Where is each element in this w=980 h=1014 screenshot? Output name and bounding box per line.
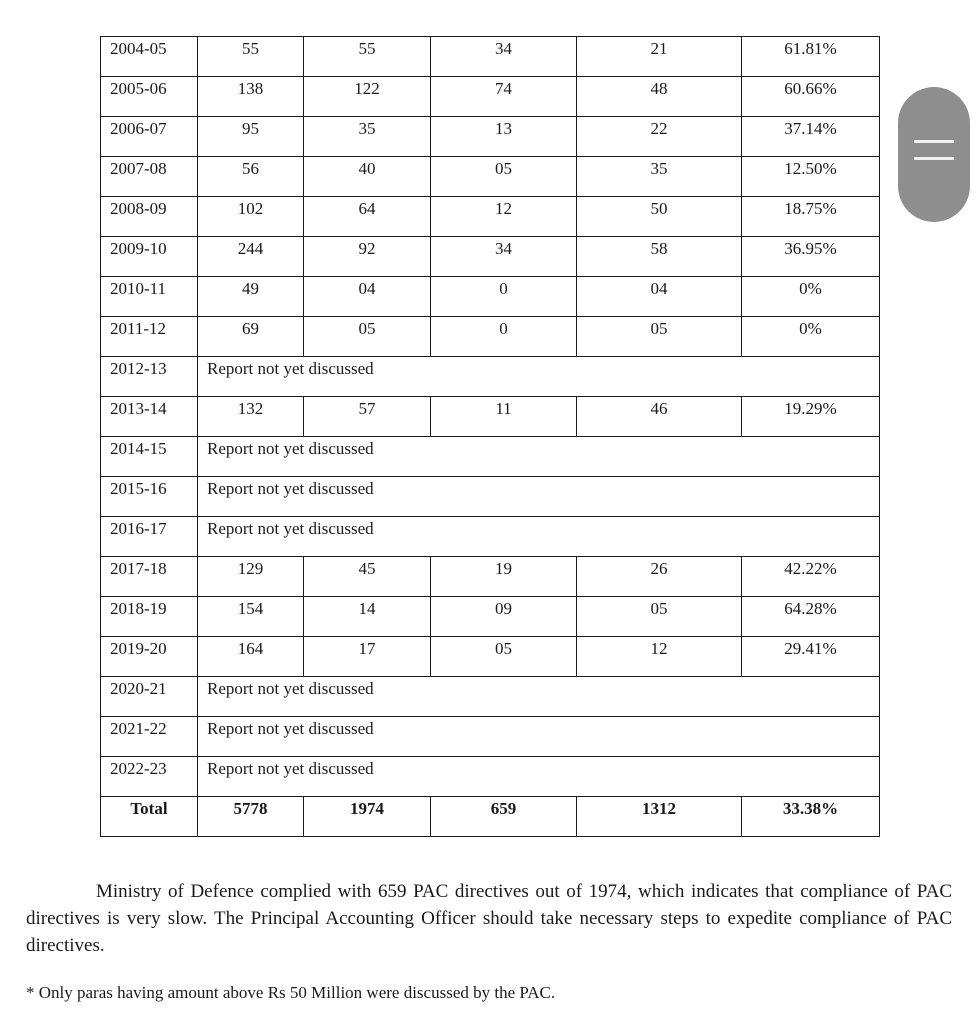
value-cell: 19.29% <box>742 397 880 437</box>
summary-paragraph: Ministry of Defence complied with 659 PAC directives out of 1974, which indicates that compliance of PAC directives is very slow. The Principal Accounting Officer should take necessary steps to expedite compliance of PAC directives. <box>26 881 952 956</box>
scroll-drag-handle[interactable] <box>898 87 970 222</box>
value-cell: 26 <box>577 557 742 597</box>
value-cell: 164 <box>198 637 304 677</box>
table-row <box>101 157 880 197</box>
footnote: * Only paras having amount above Rs 50 Million were discussed by the PAC. <box>26 983 556 1002</box>
year-cell: 2015-16 <box>101 477 198 517</box>
value-cell: 05 <box>577 317 742 357</box>
total-label: Total <box>101 797 198 837</box>
value-cell: 35 <box>577 157 742 197</box>
table-row <box>101 477 880 517</box>
value-cell: 56 <box>198 157 304 197</box>
drag-handle-icon-line <box>914 157 954 160</box>
value-cell: 64 <box>304 197 431 237</box>
value-cell: 60.66% <box>742 77 880 117</box>
value-cell: 04 <box>304 277 431 317</box>
table-row <box>101 117 880 157</box>
value-cell: 34 <box>431 37 577 77</box>
value-cell: 17 <box>304 637 431 677</box>
value-cell: 64.28% <box>742 597 880 637</box>
year-cell: 2014-15 <box>101 437 198 477</box>
value-cell: 122 <box>304 77 431 117</box>
value-cell: 244 <box>198 237 304 277</box>
status-note-cell: Report not yet discussed <box>198 477 880 517</box>
value-cell: 12 <box>577 637 742 677</box>
drag-handle-icon <box>914 140 954 143</box>
status-note-cell: Report not yet discussed <box>198 517 880 557</box>
value-cell: 05 <box>431 637 577 677</box>
table-row <box>101 517 880 557</box>
value-cell: 04 <box>577 277 742 317</box>
value-cell: 29.41% <box>742 637 880 677</box>
year-cell: 2013-14 <box>101 397 198 437</box>
value-cell: 22 <box>577 117 742 157</box>
year-cell: 2009-10 <box>101 237 198 277</box>
value-cell: 102 <box>198 197 304 237</box>
value-cell: 138 <box>198 77 304 117</box>
value-cell: 0 <box>431 317 577 357</box>
value-cell: 19 <box>431 557 577 597</box>
value-cell: 58 <box>577 237 742 277</box>
year-cell: 2022-23 <box>101 757 198 797</box>
table-row <box>101 357 880 397</box>
status-note-cell: Report not yet discussed <box>198 437 880 477</box>
value-cell: 154 <box>198 597 304 637</box>
total-value-cell: 1312 <box>577 797 742 837</box>
year-cell: 2018-19 <box>101 597 198 637</box>
value-cell: 55 <box>198 37 304 77</box>
table-row <box>101 77 880 117</box>
table-row <box>101 397 880 437</box>
value-cell: 0% <box>742 277 880 317</box>
table-row <box>101 637 880 677</box>
value-cell: 18.75% <box>742 197 880 237</box>
table-row <box>101 277 880 317</box>
value-cell: 09 <box>431 597 577 637</box>
value-cell: 05 <box>304 317 431 357</box>
year-cell: 2007-08 <box>101 157 198 197</box>
total-value-cell: 5778 <box>198 797 304 837</box>
value-cell: 12.50% <box>742 157 880 197</box>
value-cell: 129 <box>198 557 304 597</box>
table-row <box>101 37 880 77</box>
table-row <box>101 597 880 637</box>
year-cell: 2010-11 <box>101 277 198 317</box>
value-cell: 50 <box>577 197 742 237</box>
value-cell: 46 <box>577 397 742 437</box>
year-cell: 2017-18 <box>101 557 198 597</box>
status-note-cell: Report not yet discussed <box>198 757 880 797</box>
value-cell: 12 <box>431 197 577 237</box>
total-row <box>101 797 880 837</box>
year-cell: 2019-20 <box>101 637 198 677</box>
year-cell: 2005-06 <box>101 77 198 117</box>
year-cell: 2016-17 <box>101 517 198 557</box>
table-row <box>101 717 880 757</box>
table-row <box>101 677 880 717</box>
value-cell: 49 <box>198 277 304 317</box>
status-note-cell: Report not yet discussed <box>198 357 880 397</box>
value-cell: 13 <box>431 117 577 157</box>
year-cell: 2012-13 <box>101 357 198 397</box>
table-row <box>101 557 880 597</box>
value-cell: 0% <box>742 317 880 357</box>
value-cell: 92 <box>304 237 431 277</box>
year-cell: 2021-22 <box>101 717 198 757</box>
table-row <box>101 197 880 237</box>
table-row <box>101 757 880 797</box>
value-cell: 35 <box>304 117 431 157</box>
value-cell: 48 <box>577 77 742 117</box>
year-cell: 2020-21 <box>101 677 198 717</box>
year-cell: 2011-12 <box>101 317 198 357</box>
value-cell: 40 <box>304 157 431 197</box>
year-cell: 2008-09 <box>101 197 198 237</box>
value-cell: 45 <box>304 557 431 597</box>
value-cell: 14 <box>304 597 431 637</box>
value-cell: 37.14% <box>742 117 880 157</box>
value-cell: 0 <box>431 277 577 317</box>
value-cell: 21 <box>577 37 742 77</box>
value-cell: 05 <box>431 157 577 197</box>
value-cell: 34 <box>431 237 577 277</box>
value-cell: 42.22% <box>742 557 880 597</box>
table-row <box>101 437 880 477</box>
table-row <box>101 237 880 277</box>
table-row <box>101 317 880 357</box>
value-cell: 55 <box>304 37 431 77</box>
total-value-cell: 33.38% <box>742 797 880 837</box>
year-cell: 2006-07 <box>101 117 198 157</box>
year-cell: 2004-05 <box>101 37 198 77</box>
value-cell: 69 <box>198 317 304 357</box>
value-cell: 74 <box>431 77 577 117</box>
total-value-cell: 1974 <box>304 797 431 837</box>
value-cell: 132 <box>198 397 304 437</box>
value-cell: 05 <box>577 597 742 637</box>
table-body <box>101 37 880 837</box>
value-cell: 11 <box>431 397 577 437</box>
value-cell: 36.95% <box>742 237 880 277</box>
total-value-cell: 659 <box>431 797 577 837</box>
status-note-cell: Report not yet discussed <box>198 677 880 717</box>
pac-compliance-table <box>100 36 880 837</box>
value-cell: 61.81% <box>742 37 880 77</box>
status-note-cell: Report not yet discussed <box>198 717 880 757</box>
value-cell: 57 <box>304 397 431 437</box>
value-cell: 95 <box>198 117 304 157</box>
